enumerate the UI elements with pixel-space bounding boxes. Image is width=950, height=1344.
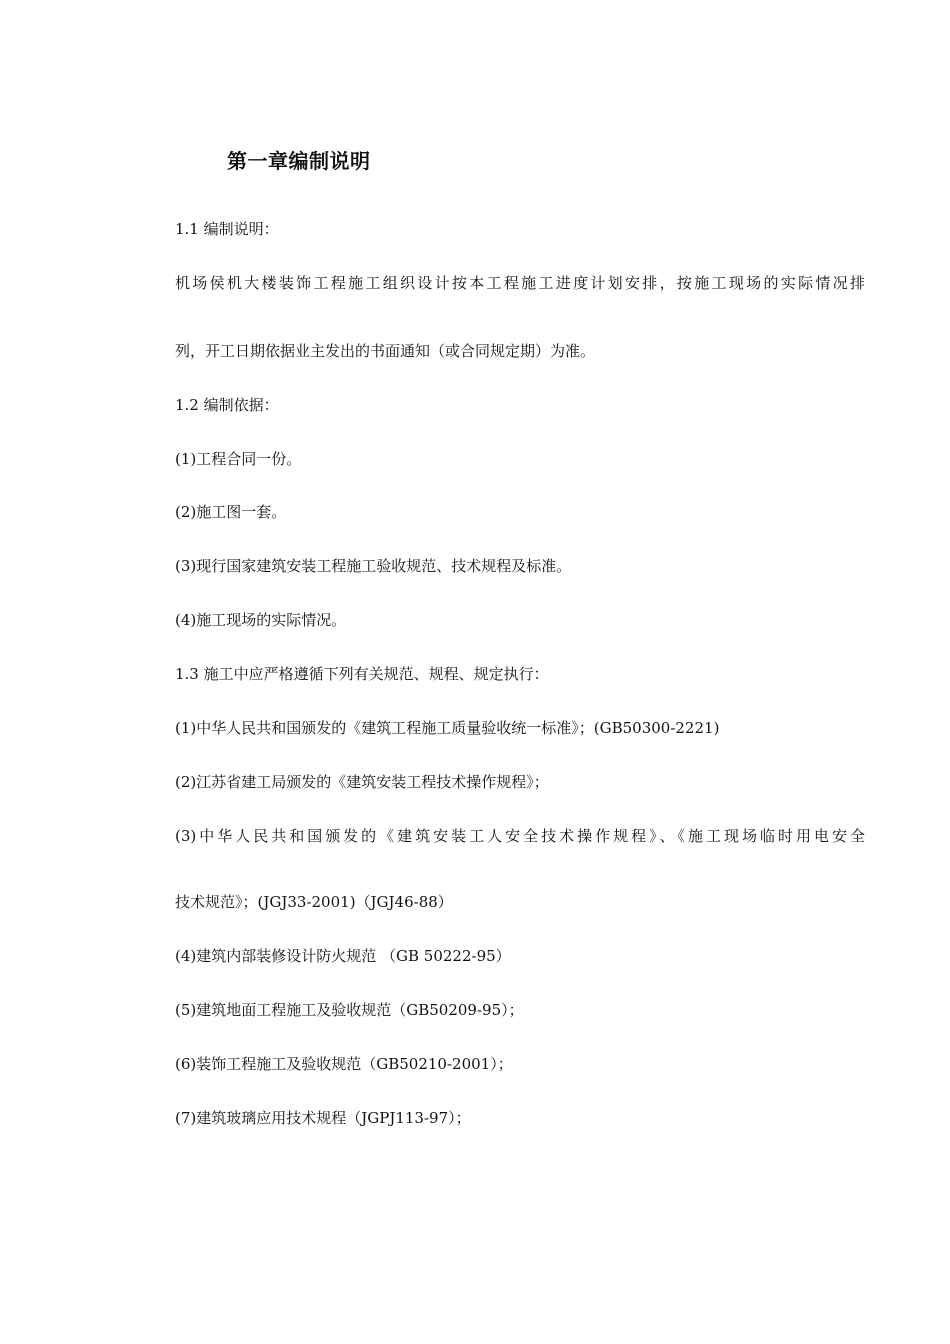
list-item: (3)中华人民共和国颁发的《建筑安装工人安全技术操作规程》、《施工现场临时用电安全 <box>175 827 865 845</box>
chapter-title: 第一章编制说明 <box>227 149 371 173</box>
list-item: (1)中华人民共和国颁发的《建筑工程施工质量验收统一标准》；(GB50300-2221) <box>175 719 720 737</box>
section-heading-1-1: 1.1 编制说明： <box>175 220 279 238</box>
list-item: (5)建筑地面工程施工及验收规范（GB50209-95）； <box>175 1001 524 1019</box>
list-item: (1)工程合同一份。 <box>175 450 302 468</box>
list-item: (2)施工图一套。 <box>175 503 287 521</box>
list-item: (3)现行国家建筑安装工程施工验收规范、技术规程及标准。 <box>175 557 572 575</box>
list-item: (2)江苏省建工局颁发的《建筑安装工程技术操作规程》； <box>175 773 549 791</box>
list-item: (4)施工现场的实际情况。 <box>175 611 347 629</box>
list-item: (7)建筑玻璃应用技术规程（JGPJ113-97）； <box>175 1109 471 1127</box>
list-item: (6)装饰工程施工及验收规范（GB50210-2001）； <box>175 1055 513 1073</box>
body-line: 机场侯机大楼装饰工程施工组织设计按本工程施工进度计划安排，按施工现场的实际情况排 <box>175 274 865 292</box>
body-line: 列，开工日期依据业主发出的书面通知（或合同规定期）为准。 <box>175 342 596 360</box>
section-heading-1-2: 1.2 编制依据： <box>175 396 279 414</box>
section-heading-1-3: 1.3 施工中应严格遵循下列有关规范、规程、规定执行： <box>175 665 549 683</box>
list-item: (4)建筑内部装修设计防火规范 （GB 50222-95） <box>175 947 511 965</box>
list-item-continuation: 技术规范》；(JGJ33-2001)（JGJ46-88） <box>175 893 453 911</box>
